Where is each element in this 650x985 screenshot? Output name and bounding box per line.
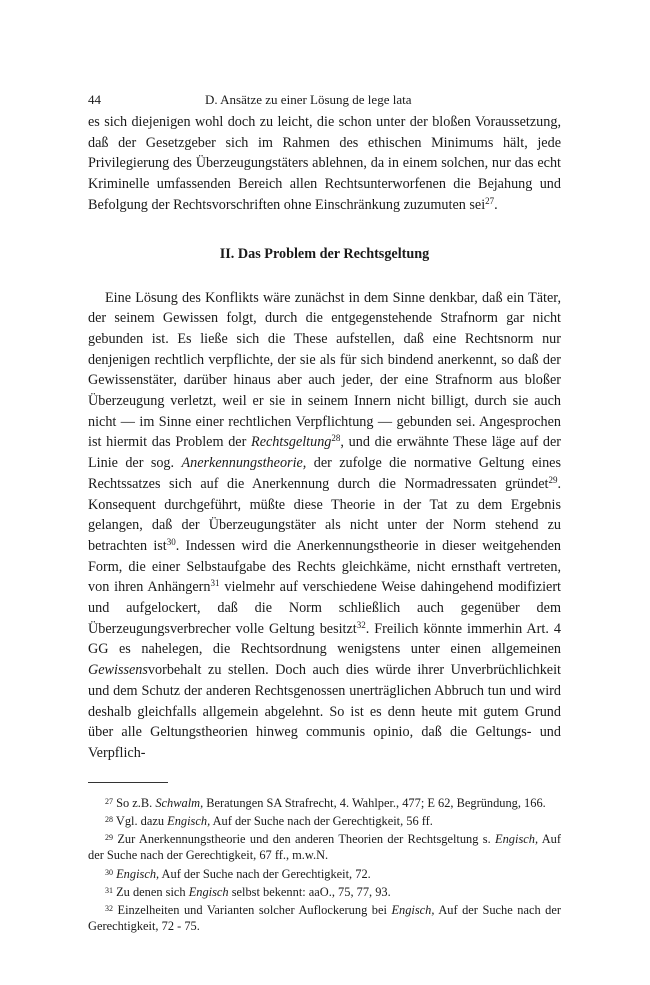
main-text-7: . Freilich könnte immerhin Art. 4 GG es nahelegen, die Rechtsordnung wenigstens unter einen allgemeinen bbox=[88, 620, 561, 658]
footnote-divider bbox=[88, 782, 168, 783]
intro-end: . bbox=[494, 196, 498, 213]
footnote-32 bbox=[88, 902, 561, 934]
footnote-ref-30: 30 bbox=[166, 536, 176, 547]
footnote-number: 29 bbox=[105, 833, 113, 843]
body-text bbox=[88, 112, 561, 764]
running-title: D. Ansätze zu einer Lösung de lege lata bbox=[205, 92, 412, 107]
footnote-ref-29: 29 bbox=[548, 474, 558, 485]
main-text-1: Eine Lösung des Konflikts wäre zunächst in dem Sinne denkbar, daß ein Täter, der seinem Gewissen folgt, durch die entgegenstehende Strafnorm gar nicht gebunden ist. Es ließe sich die These aufstellen, daß eine Rechtsnorm nur denjenigen rechtlich verpflichte, der sie als für sich bindend anerkennt, so daß der Gewissenstäter, darüber hinaus aber auch jeder, der eine Strafnorm aus bloßer Überzeugung verletzt, weil er sie in seinem Innern nicht billigt, durch sie auch nicht — im Sinne einer rechtlichen Verpflichtung — gebunden sei. Angesprochen ist hiermit das Problem der bbox=[88, 289, 561, 451]
footnote-text: Auf der Suche nach der Gerechtigkeit, 72 - 75. bbox=[88, 902, 561, 934]
footnote-text: Beratungen SA Strafrecht, 4. Wahlper., 477; E 62, Begründung, 166. bbox=[203, 795, 546, 810]
footnote-number: 32 bbox=[105, 903, 113, 913]
term-gewissens: Gewissens bbox=[88, 662, 148, 679]
footnote-author: Engisch, bbox=[167, 813, 211, 828]
footnote-ref-27: 27 bbox=[485, 195, 495, 206]
main-paragraph bbox=[88, 288, 561, 764]
section-heading: II. Das Problem der Rechtsgeltung bbox=[219, 245, 430, 262]
footnote-text: Auf der Suche nach der Gerechtigkeit, 72. bbox=[159, 866, 371, 881]
footnote-text: Vgl. dazu bbox=[113, 813, 168, 828]
footnote-29 bbox=[88, 831, 561, 863]
footnote-ref-28: 28 bbox=[331, 433, 341, 444]
intro-text: es sich diejenigen wohl doch zu leicht, die schon unter der bloßen Voraussetzung, daß der Gesetzgeber sich im Rahmen des ethischen Minimums hält, jede Privilegierung des Überzeugungstäters ablehnen, da in einem solchen, nur das echt Kriminelle umfassenden Bereich allen Rechtsunterworfenen die Bejahung und Befolgung der Rechtsvorschriften ohne Einschränkung zuzumuten sei bbox=[88, 114, 561, 213]
term-anerkennungstheorie: Anerkennungstheorie, bbox=[181, 455, 307, 472]
running-header bbox=[88, 92, 561, 112]
main-text-8: vorbehalt zu stellen. Doch auch dies würde ihrer Unverbrüchlichkeit und dem Schutz der anderen Rechtsgenossen unerträglichen Abbruch tun und wird deshalb gleichfalls allgemein abgelehnt. So ist es denn heute mit gutem Grund über alle Geltungstheorien hinweg communis opinio, daß die Geltungs- und Verpflich- bbox=[88, 662, 561, 761]
footnote-text: Auf der Suche nach der Gerechtigkeit, 56 ff. bbox=[210, 813, 433, 828]
footnote-author: Engisch, bbox=[495, 832, 539, 847]
footnote-text: Auf der Suche nach der Gerechtigkeit, 67 ff., m.w.N. bbox=[88, 832, 561, 863]
footnote-number: 30 bbox=[105, 867, 113, 877]
footnote-number: 27 bbox=[105, 796, 113, 806]
main-text-5: . Indessen wird die Anerkennungstheorie in dieser weitgehenden Form, die einer Selbstaufgabe des Rechts gleichkäme, nicht ernsthaft vertreten, von ihren Anhängern bbox=[88, 537, 562, 596]
footnote-text: So z.B. bbox=[113, 795, 156, 810]
footnote-28 bbox=[88, 813, 561, 829]
footnote-text: Zur Anerkennungstheorie und den anderen Theorien der Rechtsgeltung s. bbox=[113, 832, 496, 847]
main-text-4: . Konsequent durchgeführt, müßte diese Theorie in der Tat zu dem Ergebnis gelangen, daß der Überzeugungstäter als nicht unter der Norm stehend zu betrachten ist bbox=[88, 475, 561, 554]
footnote-number: 31 bbox=[105, 885, 113, 895]
footnote-ref-32: 32 bbox=[356, 619, 366, 630]
footnote-text: Zu denen sich bbox=[113, 884, 189, 899]
main-text-6: vielmehr auf verschiedene Weise dahingehend modifiziert und aufgelockert, daß die Norm schließlich auch gegenüber dem Überzeugungsverbrecher volle Geltung besitzt bbox=[88, 579, 561, 637]
intro-paragraph bbox=[88, 112, 561, 216]
footnote-author: Engisch, bbox=[116, 866, 160, 881]
book-page bbox=[88, 92, 561, 936]
footnote-author: Schwalm, bbox=[155, 795, 204, 810]
footnote-ref-31: 31 bbox=[210, 578, 220, 589]
footnote-30 bbox=[88, 866, 561, 882]
footnote-27 bbox=[88, 795, 561, 811]
page-number: 44 bbox=[88, 92, 101, 107]
footnote-text: selbst bekennt: aaO., 75, 77, 93. bbox=[228, 884, 391, 899]
footnote-text: Einzelheiten und Varianten solcher Auflockerung bei bbox=[113, 902, 392, 917]
footnotes bbox=[88, 795, 561, 935]
footnote-author: Engisch, bbox=[391, 902, 435, 917]
footnote-number: 28 bbox=[105, 814, 113, 824]
term-rechtsgeltung: Rechtsgeltung bbox=[251, 434, 332, 451]
main-text-2: , und die erwähnte These läge auf der Linie der sog. bbox=[88, 434, 561, 472]
footnote-author: Engisch bbox=[188, 884, 229, 899]
footnote-31 bbox=[88, 884, 561, 900]
main-text-3: der zufolge die normative Geltung eines Rechtssatzes sich auf die Anerkennung durch die Normadressaten gründet bbox=[88, 455, 561, 492]
